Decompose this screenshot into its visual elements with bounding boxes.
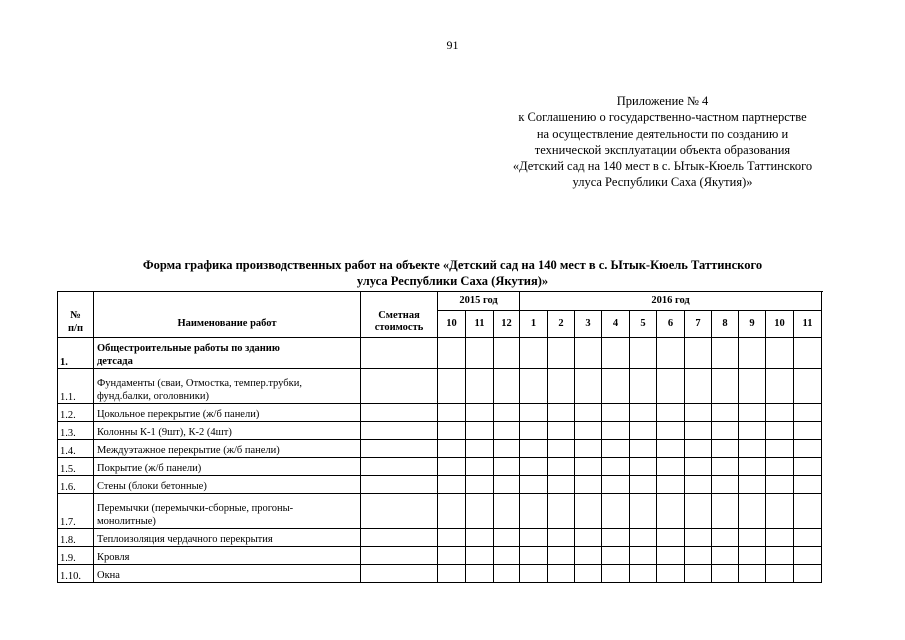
schedule-cell	[548, 422, 575, 440]
row-cost-cell	[361, 494, 438, 529]
row-work-name-line: монолитные)	[97, 515, 156, 527]
schedule-cell	[685, 565, 712, 583]
schedule-cell	[712, 494, 739, 529]
month-2016: 6	[657, 311, 685, 338]
row-work-name-line: Цокольное перекрытие (ж/б панели)	[97, 408, 260, 420]
schedule-cell	[520, 565, 548, 583]
header-year-2015: 2015 год	[438, 292, 520, 311]
row-number: 1.7.	[58, 494, 94, 529]
schedule-cell	[466, 338, 494, 369]
schedule-cell	[438, 422, 466, 440]
schedule-cell	[766, 422, 794, 440]
schedule-cell	[520, 458, 548, 476]
appendix-line: Приложение № 4	[616, 94, 709, 108]
form-title	[55, 257, 850, 289]
schedule-cell	[630, 338, 657, 369]
row-number: 1.8.	[58, 529, 94, 547]
schedule-cell	[739, 458, 766, 476]
schedule-cell	[520, 529, 548, 547]
schedule-cell	[602, 369, 630, 404]
schedule-cell	[766, 476, 794, 494]
production-schedule-table	[57, 291, 822, 583]
schedule-cell	[466, 458, 494, 476]
schedule-cell	[685, 458, 712, 476]
schedule-cell	[766, 529, 794, 547]
month-2016: 4	[602, 311, 630, 338]
schedule-cell	[739, 404, 766, 422]
month-2016: 1	[520, 311, 548, 338]
header-cost-line: стоимость	[374, 322, 424, 333]
schedule-cell	[602, 422, 630, 440]
row-work-name-line: Покрытие (ж/б панели)	[97, 462, 202, 474]
schedule-cell	[494, 369, 520, 404]
appendix-line: к Соглашению о государственно-частном партнерстве	[518, 110, 807, 125]
schedule-cell	[739, 565, 766, 583]
row-number: 1.2.	[58, 404, 94, 422]
month-2016: 8	[712, 311, 739, 338]
schedule-cell	[438, 369, 466, 404]
schedule-cell	[657, 440, 685, 458]
header-year-2016: 2016 год	[520, 292, 822, 311]
schedule-cell	[712, 565, 739, 583]
schedule-cell	[766, 547, 794, 565]
schedule-cell	[438, 529, 466, 547]
month-2016: 3	[575, 311, 602, 338]
schedule-cell	[712, 529, 739, 547]
schedule-cell	[794, 369, 822, 404]
schedule-cell	[630, 494, 657, 529]
schedule-cell	[466, 476, 494, 494]
form-title-line: Форма графика производственных работ на объекте «Детский сад на 140 мест в с. Ытык-Кюель Таттинского	[142, 258, 763, 272]
row-cost-cell	[361, 476, 438, 494]
schedule-cell	[602, 494, 630, 529]
schedule-cell	[712, 404, 739, 422]
schedule-cell	[438, 565, 466, 583]
appendix-line: улуса Республики Саха (Якутия)»	[572, 175, 753, 190]
schedule-cell	[739, 440, 766, 458]
schedule-cell	[548, 476, 575, 494]
schedule-cell	[766, 458, 794, 476]
schedule-cell	[575, 422, 602, 440]
schedule-cell	[602, 440, 630, 458]
schedule-cell	[575, 338, 602, 369]
schedule-cell	[657, 529, 685, 547]
schedule-cell	[548, 440, 575, 458]
schedule-cell	[575, 440, 602, 458]
row-work-name-line: Перемычки (перемычки-сборные, прогоны-	[97, 503, 294, 514]
row-work-name	[94, 422, 361, 440]
schedule-cell	[712, 458, 739, 476]
header-num-line: п/п	[67, 323, 84, 334]
row-work-name-line: Теплоизоляция чердачного перекрытия	[97, 533, 273, 545]
row-work-name	[94, 476, 361, 494]
schedule-cell	[548, 547, 575, 565]
schedule-cell	[794, 338, 822, 369]
schedule-cell	[712, 476, 739, 494]
row-work-name-line: Общестроительные работы по зданию	[97, 343, 280, 354]
row-work-name	[94, 529, 361, 547]
schedule-cell	[794, 422, 822, 440]
schedule-cell	[657, 494, 685, 529]
schedule-cell	[575, 404, 602, 422]
schedule-cell	[494, 529, 520, 547]
schedule-cell	[494, 440, 520, 458]
schedule-cell	[575, 476, 602, 494]
schedule-cell	[794, 476, 822, 494]
row-number: 1.1.	[58, 369, 94, 404]
schedule-cell	[520, 404, 548, 422]
schedule-cell	[657, 547, 685, 565]
schedule-cell	[438, 338, 466, 369]
row-work-name-line: Стены (блоки бетонные)	[97, 480, 207, 492]
schedule-cell	[657, 404, 685, 422]
page-number: 91	[446, 38, 459, 52]
row-number: 1.5.	[58, 458, 94, 476]
month-2016: 9	[739, 311, 766, 338]
row-number: 1.	[58, 338, 94, 369]
schedule-cell	[575, 458, 602, 476]
schedule-cell	[602, 529, 630, 547]
schedule-cell	[657, 422, 685, 440]
row-work-name-line: детсада	[97, 355, 133, 367]
month-2015: 11	[466, 311, 494, 338]
month-2016: 5	[630, 311, 657, 338]
row-work-name-line: Колонны К-1 (9шт), К-2 (4шт)	[97, 426, 232, 438]
schedule-cell	[739, 529, 766, 547]
header-cost	[361, 292, 438, 338]
row-work-name	[94, 458, 361, 476]
schedule-cell	[575, 547, 602, 565]
schedule-cell	[494, 338, 520, 369]
table-row	[58, 476, 822, 494]
schedule-cell	[602, 547, 630, 565]
schedule-cell	[548, 565, 575, 583]
schedule-cell	[466, 565, 494, 583]
table-row	[58, 440, 822, 458]
appendix-line: технической эксплуатации объекта образования	[534, 142, 791, 157]
schedule-cell	[739, 476, 766, 494]
schedule-cell	[466, 494, 494, 529]
schedule-cell	[520, 494, 548, 529]
row-cost-cell	[361, 440, 438, 458]
schedule-cell	[494, 565, 520, 583]
schedule-cell	[438, 494, 466, 529]
schedule-cell	[657, 369, 685, 404]
appendix-line: «Детский сад на 140 мест в с. Ытык-Кюель Таттинского	[512, 159, 813, 174]
schedule-cell	[712, 547, 739, 565]
row-number: 1.10.	[58, 565, 94, 583]
schedule-cell	[630, 440, 657, 458]
schedule-cell	[739, 494, 766, 529]
row-cost-cell	[361, 404, 438, 422]
table-row	[58, 404, 822, 422]
schedule-cell	[794, 547, 822, 565]
schedule-cell	[685, 547, 712, 565]
schedule-cell	[712, 440, 739, 458]
schedule-cell	[466, 440, 494, 458]
schedule-cell	[494, 476, 520, 494]
header-num-line: №	[70, 310, 81, 321]
schedule-cell	[602, 565, 630, 583]
schedule-cell	[548, 369, 575, 404]
schedule-cell	[602, 458, 630, 476]
row-work-name-line: фунд.балки, оголовники)	[97, 390, 209, 402]
schedule-cell	[575, 565, 602, 583]
row-work-name-line: Междуэтажное перекрытие (ж/б панели)	[97, 444, 280, 456]
month-2015: 12	[494, 311, 520, 338]
schedule-cell	[712, 338, 739, 369]
schedule-cell	[657, 565, 685, 583]
appendix-header	[470, 93, 855, 191]
schedule-cell	[466, 529, 494, 547]
schedule-cell	[739, 338, 766, 369]
schedule-cell	[685, 476, 712, 494]
row-cost-cell	[361, 458, 438, 476]
table-row	[58, 529, 822, 547]
schedule-cell	[630, 369, 657, 404]
table-row	[58, 565, 822, 583]
schedule-cell	[794, 458, 822, 476]
schedule-cell	[712, 422, 739, 440]
schedule-cell	[766, 494, 794, 529]
row-cost-cell	[361, 422, 438, 440]
schedule-cell	[438, 476, 466, 494]
schedule-cell	[657, 338, 685, 369]
row-work-name	[94, 338, 361, 369]
schedule-cell	[766, 440, 794, 458]
schedule-cell	[712, 369, 739, 404]
row-work-name	[94, 369, 361, 404]
schedule-cell	[766, 369, 794, 404]
schedule-cell	[739, 422, 766, 440]
table-row	[58, 547, 822, 565]
schedule-cell	[630, 529, 657, 547]
row-cost-cell	[361, 338, 438, 369]
schedule-cell	[685, 422, 712, 440]
schedule-cell	[630, 565, 657, 583]
month-2016: 10	[766, 311, 794, 338]
row-work-name	[94, 547, 361, 565]
schedule-cell	[548, 494, 575, 529]
schedule-cell	[685, 369, 712, 404]
schedule-cell	[438, 440, 466, 458]
schedule-cell	[494, 547, 520, 565]
schedule-cell	[766, 404, 794, 422]
schedule-cell	[657, 476, 685, 494]
schedule-cell	[685, 529, 712, 547]
row-work-name-line: Фундаменты (сваи, Отмостка, темпер.трубки,	[97, 378, 302, 389]
month-2015: 10	[438, 311, 466, 338]
schedule-cell	[438, 458, 466, 476]
schedule-cell	[575, 369, 602, 404]
schedule-cell	[794, 494, 822, 529]
month-2016: 2	[548, 311, 575, 338]
schedule-cell	[794, 440, 822, 458]
schedule-cell	[575, 494, 602, 529]
schedule-cell	[602, 476, 630, 494]
schedule-cell	[630, 422, 657, 440]
header-name: Наименование работ	[94, 292, 361, 338]
row-number: 1.3.	[58, 422, 94, 440]
row-work-name	[94, 440, 361, 458]
schedule-cell	[548, 529, 575, 547]
table-row	[58, 369, 822, 404]
schedule-cell	[494, 458, 520, 476]
schedule-cell	[520, 547, 548, 565]
schedule-cell	[520, 422, 548, 440]
schedule-cell	[520, 338, 548, 369]
schedule-cell	[466, 547, 494, 565]
schedule-cell	[766, 565, 794, 583]
schedule-cell	[657, 458, 685, 476]
schedule-cell	[520, 369, 548, 404]
header-num	[58, 292, 94, 338]
schedule-cell	[520, 476, 548, 494]
table-row	[58, 494, 822, 529]
schedule-cell	[630, 476, 657, 494]
schedule-cell	[466, 369, 494, 404]
schedule-cell	[602, 404, 630, 422]
form-title-line: улуса Республики Саха (Якутия)»	[356, 274, 549, 288]
schedule-cell	[766, 338, 794, 369]
schedule-cell	[494, 404, 520, 422]
row-work-name-line: Окна	[97, 569, 120, 581]
schedule-cell	[685, 440, 712, 458]
schedule-cell	[466, 404, 494, 422]
month-2016: 11	[794, 311, 822, 338]
schedule-cell	[739, 547, 766, 565]
schedule-cell	[494, 494, 520, 529]
schedule-cell	[602, 338, 630, 369]
row-number: 1.6.	[58, 476, 94, 494]
schedule-cell	[438, 547, 466, 565]
row-work-name	[94, 494, 361, 529]
schedule-cell	[630, 404, 657, 422]
schedule-cell	[575, 529, 602, 547]
row-cost-cell	[361, 565, 438, 583]
row-work-name-line: Кровля	[97, 551, 130, 563]
month-2016: 7	[685, 311, 712, 338]
schedule-cell	[438, 404, 466, 422]
schedule-cell	[548, 338, 575, 369]
schedule-cell	[685, 494, 712, 529]
schedule-cell	[685, 404, 712, 422]
schedule-cell	[794, 529, 822, 547]
row-number: 1.9.	[58, 547, 94, 565]
schedule-cell	[794, 404, 822, 422]
row-work-name	[94, 404, 361, 422]
schedule-cell	[548, 404, 575, 422]
row-number: 1.4.	[58, 440, 94, 458]
schedule-cell	[739, 369, 766, 404]
schedule-cell	[548, 458, 575, 476]
schedule-cell	[630, 458, 657, 476]
appendix-line: на осуществление деятельности по созданию и	[536, 126, 789, 141]
schedule-cell	[794, 565, 822, 583]
table-row	[58, 422, 822, 440]
row-work-name	[94, 565, 361, 583]
row-cost-cell	[361, 529, 438, 547]
schedule-cell	[630, 547, 657, 565]
schedule-cell	[520, 440, 548, 458]
row-cost-cell	[361, 369, 438, 404]
row-cost-cell	[361, 547, 438, 565]
schedule-cell	[466, 422, 494, 440]
table-row	[58, 338, 822, 369]
header-cost-line: Сметная	[378, 310, 420, 321]
schedule-cell	[494, 422, 520, 440]
schedule-cell	[685, 338, 712, 369]
table-row	[58, 458, 822, 476]
